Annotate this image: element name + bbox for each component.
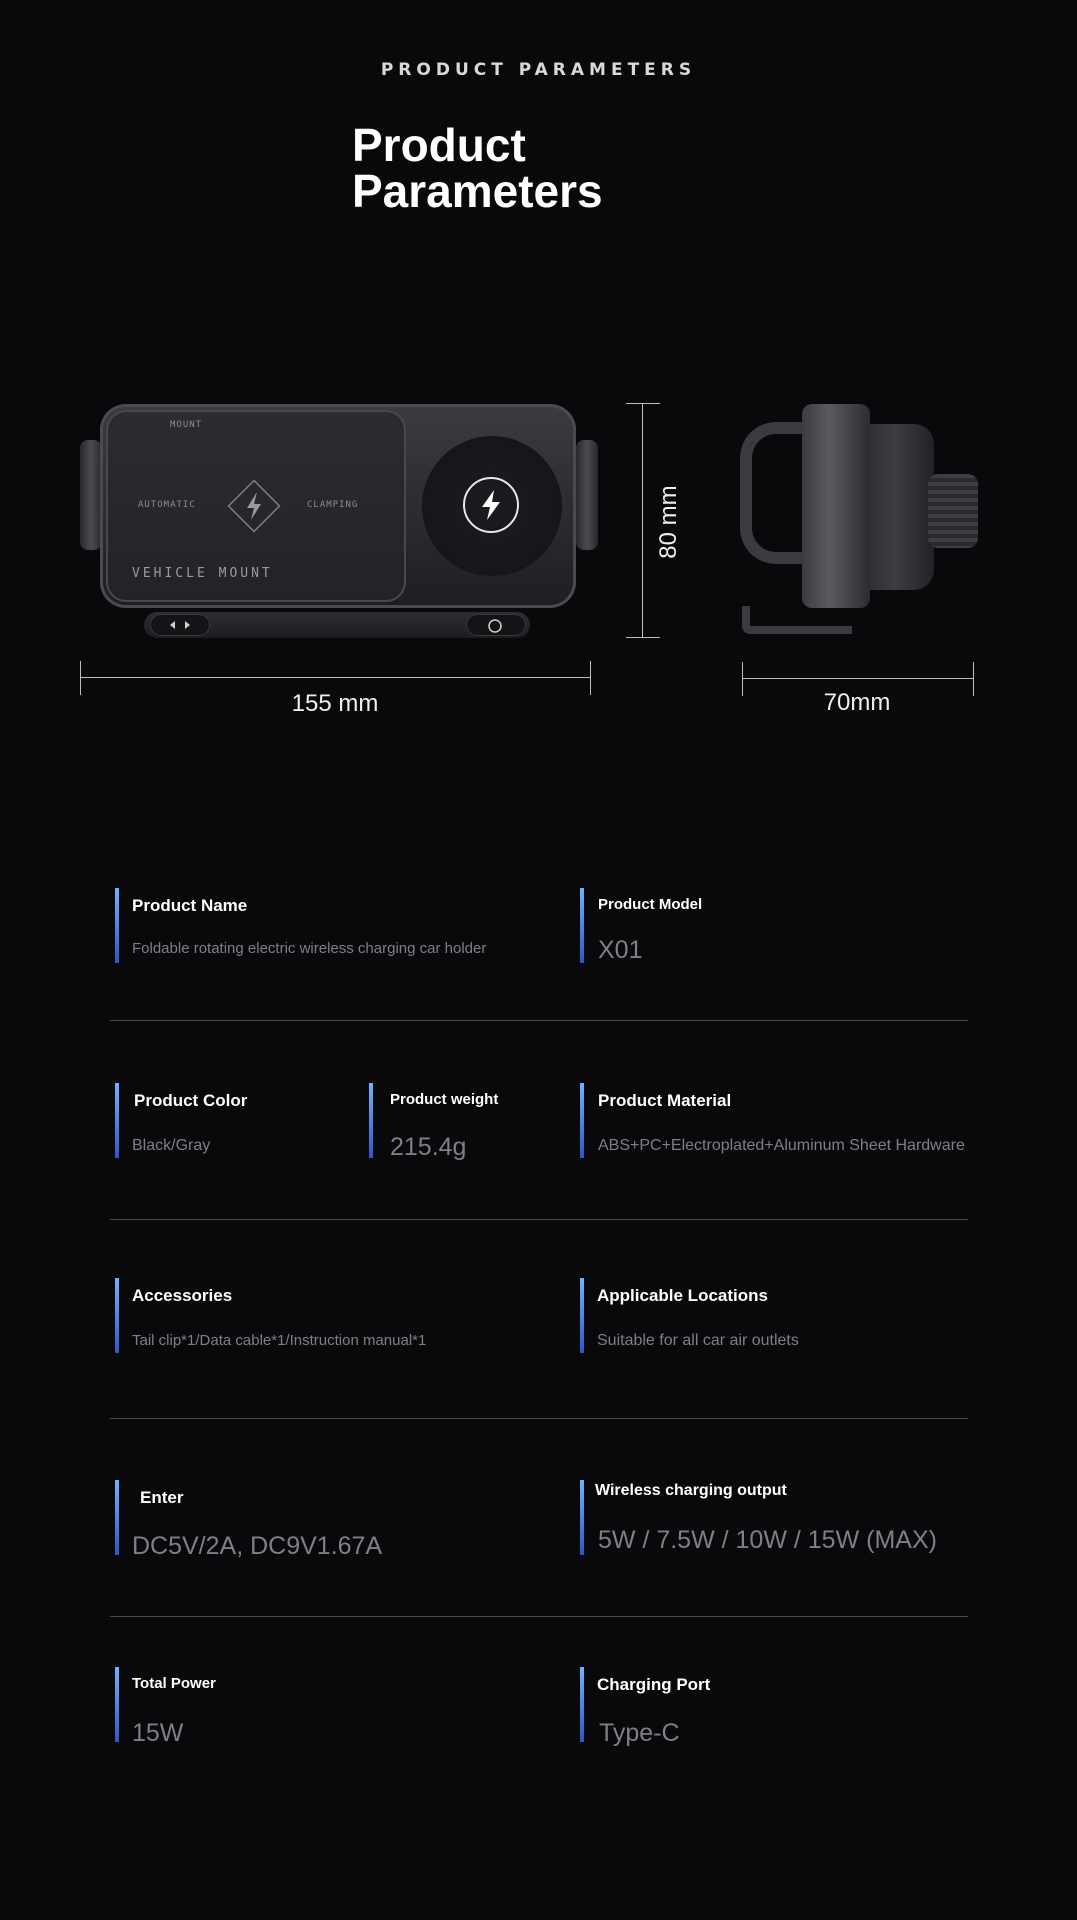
panel-clamping-label: CLAMPING <box>307 500 359 510</box>
spec-product-weight <box>369 1083 569 1161</box>
divider <box>110 1020 968 1021</box>
spec-accent-bar <box>115 1667 119 1742</box>
side-view-foot <box>742 606 852 634</box>
spec-label: Wireless charging output <box>595 1482 787 1499</box>
spec-accent-bar <box>115 1480 119 1555</box>
spec-label: Applicable Locations <box>597 1286 768 1305</box>
depth-dimension-label: 70mm <box>823 689 891 716</box>
spec-value: Tail clip*1/Data cable*1/Instruction manual*1 <box>132 1332 427 1349</box>
spec-accent-bar <box>580 1083 584 1158</box>
depth-dimension-line <box>742 678 973 679</box>
spec-value: 5W / 7.5W / 10W / 15W (MAX) <box>598 1526 937 1554</box>
side-view-frame <box>802 404 870 608</box>
spec-value: Black/Gray <box>132 1137 211 1154</box>
page-title-line-1: Product <box>352 119 526 171</box>
right-grip-arm <box>576 440 598 550</box>
spec-label: Product Name <box>132 896 248 915</box>
spec-product-name <box>115 888 535 963</box>
width-dimension-left-tick <box>80 661 81 695</box>
spec-label: Product Material <box>598 1091 732 1110</box>
panel-automatic-label: AUTOMATIC <box>138 500 196 510</box>
spec-value: 15W <box>132 1719 184 1747</box>
depth-dimension-right-tick <box>973 662 974 696</box>
spec-accent-bar <box>580 1278 584 1353</box>
spec-label: Product Model <box>598 896 703 913</box>
divider <box>110 1418 968 1419</box>
spec-product-model <box>580 888 1000 963</box>
width-dimension-label: 155 mm <box>291 690 379 717</box>
spec-accent-bar <box>115 1278 119 1353</box>
spec-enter <box>115 1480 535 1560</box>
spec-total-power <box>115 1667 535 1747</box>
spec-accent-bar <box>580 1480 584 1555</box>
spec-wireless-output <box>580 1480 1000 1555</box>
page-title <box>352 119 772 217</box>
rotate-icon <box>486 617 504 635</box>
panel-mount-label: MOUNT <box>170 420 203 430</box>
page-title-line-2: Parameters <box>352 165 603 217</box>
spec-charging-port <box>580 1667 1000 1747</box>
spec-accent-bar <box>369 1083 373 1158</box>
spec-value: DC5V/2A, DC9V1.67A <box>132 1532 383 1560</box>
spec-value: Suitable for all car air outlets <box>597 1332 799 1349</box>
spec-label: Total Power <box>132 1675 216 1692</box>
spec-accessories <box>115 1278 535 1353</box>
spec-label: Product Color <box>134 1091 248 1110</box>
spec-label: Enter <box>140 1488 184 1507</box>
spec-accent-bar <box>115 888 119 963</box>
spec-value: 215.4g <box>390 1133 467 1161</box>
height-dimension-top-tick <box>626 403 660 404</box>
spec-value: ABS+PC+Electroplated+Aluminum Sheet Hardware <box>598 1137 965 1154</box>
spec-accent-bar <box>580 1667 584 1742</box>
spec-product-material <box>580 1083 1020 1158</box>
panel-vehicle-mount-label: VEHICLE MOUNT <box>132 566 273 581</box>
lightning-icon <box>473 487 509 523</box>
spec-label: Accessories <box>132 1286 233 1305</box>
spec-value: Foldable rotating electric wireless charging car holder <box>132 940 487 957</box>
lightning-badge-icon <box>224 476 284 536</box>
section-eyebrow: PRODUCT PARAMETERS <box>380 60 697 80</box>
side-view-knob <box>928 474 978 548</box>
spec-accent-bar <box>115 1083 119 1158</box>
width-dimension-line <box>80 677 590 678</box>
height-dimension-bottom-tick <box>626 637 660 638</box>
width-dimension-right-tick <box>590 661 591 695</box>
height-dimension-label: 80 mm <box>655 485 682 559</box>
spec-label: Product weight <box>390 1091 499 1108</box>
depth-dimension-left-tick <box>742 662 743 696</box>
spec-applicable-locations <box>580 1278 1000 1353</box>
arrows-icon <box>168 617 192 633</box>
spec-product-color <box>115 1083 355 1158</box>
height-dimension-line <box>642 403 643 637</box>
divider <box>110 1616 968 1617</box>
spec-accent-bar <box>580 888 584 963</box>
spec-value: X01 <box>598 936 643 964</box>
divider <box>110 1219 968 1220</box>
spec-label: Charging Port <box>597 1675 711 1694</box>
left-grip-arm <box>80 440 102 550</box>
spec-value: Type-C <box>599 1719 680 1747</box>
